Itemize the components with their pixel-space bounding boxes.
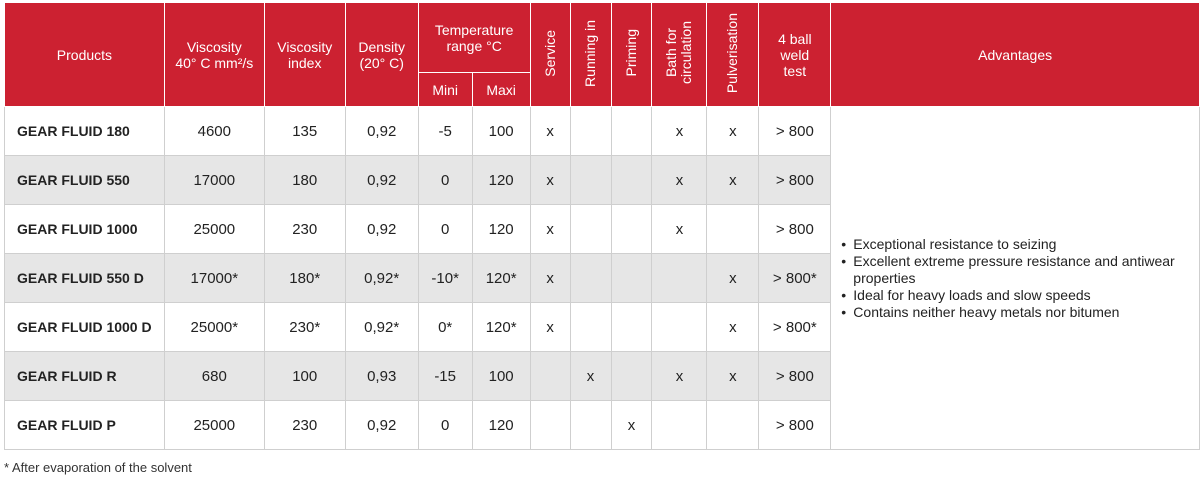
maxi-value: 120 [472,156,530,205]
header-density: Density (20° C) [345,3,418,107]
mini-value: 0 [418,401,472,450]
product-name: GEAR FLUID 550 D [5,254,165,303]
pulverisation-mark: x [707,352,759,401]
bath-mark [652,254,707,303]
product-name: GEAR FLUID 180 [5,107,165,156]
priming-mark [611,107,652,156]
density-value: 0,92 [345,401,418,450]
header-viscosity-index: Viscosity index [264,3,345,107]
running-in-mark [570,401,611,450]
service-mark [530,401,570,450]
viscosity-value: 17000* [164,254,264,303]
running-in-mark: x [570,352,611,401]
maxi-value: 120* [472,303,530,352]
density-value: 0,93 [345,352,418,401]
pulverisation-mark: x [707,107,759,156]
service-mark: x [530,156,570,205]
viscosity-value: 25000 [164,205,264,254]
weld-value: > 800* [759,303,831,352]
product-name: GEAR FLUID 1000 D [5,303,165,352]
priming-mark [611,303,652,352]
viscosity-value: 4600 [164,107,264,156]
running-in-mark [570,156,611,205]
maxi-value: 120 [472,205,530,254]
weld-value: > 800 [759,156,831,205]
service-mark: x [530,107,570,156]
bath-mark [652,303,707,352]
header-pulverisation: Pulverisation [707,3,759,107]
pulverisation-mark [707,401,759,450]
header-viscosity: Viscosity 40° C mm²/s [164,3,264,107]
density-value: 0,92* [345,254,418,303]
density-value: 0,92 [345,205,418,254]
header-four-ball: 4 ball weld test [759,3,831,107]
pulverisation-mark [707,205,759,254]
advantages-list [841,236,1199,321]
pulverisation-mark: x [707,156,759,205]
footnote: * After evaporation of the solvent [4,460,192,475]
pulverisation-mark: x [707,303,759,352]
index-value: 230 [264,205,345,254]
running-in-mark [570,303,611,352]
header-service: Service [530,3,570,107]
index-value: 100 [264,352,345,401]
product-name: GEAR FLUID P [5,401,165,450]
advantage-item: • Exceptional resistance to seizing [841,236,1199,253]
priming-mark: x [611,401,652,450]
service-mark: x [530,205,570,254]
weld-value: > 800* [759,254,831,303]
mini-value: -10* [418,254,472,303]
mini-value: -5 [418,107,472,156]
weld-value: > 800 [759,352,831,401]
maxi-value: 120* [472,254,530,303]
running-in-mark [570,205,611,254]
index-value: 180 [264,156,345,205]
weld-value: > 800 [759,205,831,254]
bath-mark: x [652,107,707,156]
priming-mark [611,205,652,254]
header-bath: Bath for circulation [652,3,707,107]
advantage-item: • Ideal for heavy loads and slow speeds [841,287,1199,304]
product-name: GEAR FLUID 550 [5,156,165,205]
weld-value: > 800 [759,401,831,450]
bath-mark: x [652,352,707,401]
index-value: 230 [264,401,345,450]
mini-value: -15 [418,352,472,401]
header-mini: Mini [418,73,472,107]
header-priming: Priming [611,3,652,107]
header-products: Products [5,3,165,107]
advantage-item: • Contains neither heavy metals nor bitumen [841,304,1199,321]
index-value: 230* [264,303,345,352]
header-temperature: Temperature range °C [418,3,530,73]
service-mark: x [530,303,570,352]
product-comparison-table [4,2,1200,450]
header-advantages: Advantages [831,3,1200,107]
density-value: 0,92 [345,156,418,205]
density-value: 0,92* [345,303,418,352]
bath-mark: x [652,156,707,205]
maxi-value: 100 [472,107,530,156]
advantages-cell [831,107,1200,450]
advantage-item: • Excellent extreme pressure resistance and antiwear properties [841,253,1199,287]
weld-value: > 800 [759,107,831,156]
product-name: GEAR FLUID R [5,352,165,401]
header-maxi: Maxi [472,73,530,107]
viscosity-value: 25000 [164,401,264,450]
mini-value: 0 [418,205,472,254]
product-name: GEAR FLUID 1000 [5,205,165,254]
viscosity-value: 680 [164,352,264,401]
running-in-mark [570,107,611,156]
mini-value: 0 [418,156,472,205]
running-in-mark [570,254,611,303]
mini-value: 0* [418,303,472,352]
header-running-in: Running in [570,3,611,107]
viscosity-value: 25000* [164,303,264,352]
priming-mark [611,254,652,303]
viscosity-value: 17000 [164,156,264,205]
density-value: 0,92 [345,107,418,156]
bath-mark: x [652,205,707,254]
maxi-value: 120 [472,401,530,450]
maxi-value: 100 [472,352,530,401]
pulverisation-mark: x [707,254,759,303]
index-value: 135 [264,107,345,156]
index-value: 180* [264,254,345,303]
bath-mark [652,401,707,450]
service-mark: x [530,254,570,303]
table-row [5,107,1200,156]
priming-mark [611,352,652,401]
priming-mark [611,156,652,205]
service-mark [530,352,570,401]
